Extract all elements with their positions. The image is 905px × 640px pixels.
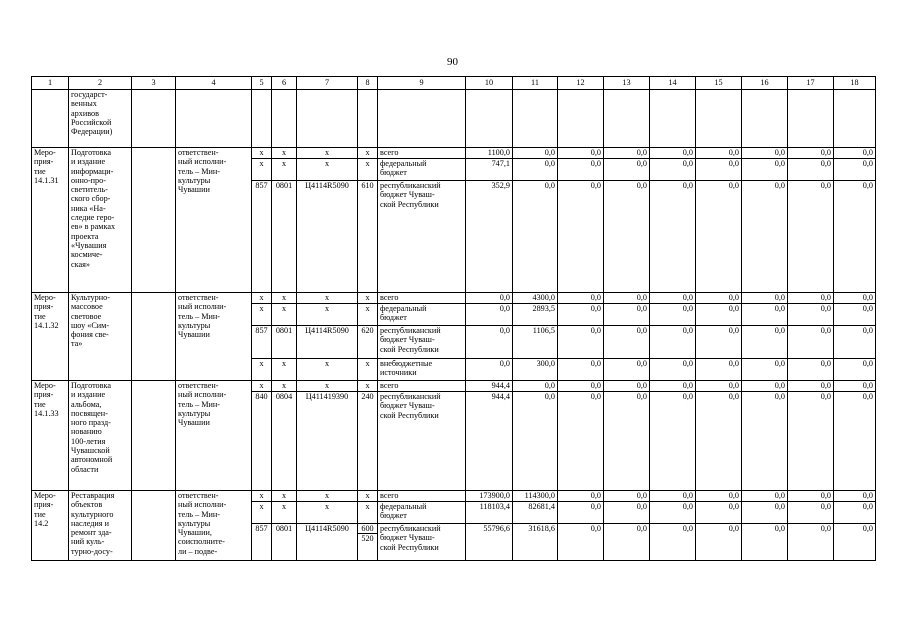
amount-value: 0,0 [513, 392, 558, 491]
amount-value: 0,0 [834, 491, 876, 502]
empty-cell [358, 90, 378, 148]
amount-value: 0,0 [604, 502, 650, 524]
amount-value: 173900,0 [466, 491, 513, 502]
amount-value: 0,0 [788, 326, 834, 359]
amount-value: 0,0 [696, 502, 742, 524]
amount-value: 0,0 [604, 392, 650, 491]
expense-type-code: x [358, 381, 378, 392]
amount-value: 0,0 [788, 392, 834, 491]
amount-value: 0,0 [558, 524, 604, 561]
col-header: 6 [272, 77, 297, 90]
col-header: 3 [132, 77, 176, 90]
responsible-executor: ответствен- ный исполни- тель – Мин- культуры Чувашии [176, 381, 252, 491]
col-header: 12 [558, 77, 604, 90]
amount-value: 0,0 [558, 148, 604, 159]
funding-source: всего [378, 381, 466, 392]
expense-type-code: x [358, 159, 378, 181]
amount-value: 0,0 [466, 326, 513, 359]
expense-type-code: x [358, 148, 378, 159]
empty-cell [132, 381, 176, 491]
empty-cell [513, 90, 558, 148]
amount-value: 0,0 [604, 381, 650, 392]
amount-value: 352,9 [466, 181, 513, 293]
amount-value: 31618,6 [513, 524, 558, 561]
empty-cell [252, 90, 272, 148]
col-header: 5 [252, 77, 272, 90]
amount-value: 0,0 [696, 491, 742, 502]
target-article-code: x [297, 502, 358, 524]
empty-cell [297, 90, 358, 148]
grbs-code: 840 [252, 392, 272, 491]
amount-value: 0,0 [604, 359, 650, 381]
amount-value: 0,0 [742, 502, 788, 524]
col-header: 1 [32, 77, 69, 90]
grbs-code: x [252, 293, 272, 304]
empty-cell [176, 90, 252, 148]
amount-value: 0,0 [650, 159, 696, 181]
section-code: 0801 [272, 181, 297, 293]
amount-value: 0,0 [650, 304, 696, 326]
amount-value: 0,0 [742, 293, 788, 304]
section-code: 0801 [272, 326, 297, 359]
amount-value: 0,0 [513, 159, 558, 181]
expense-type-code: x [358, 359, 378, 381]
amount-value: 0,0 [558, 359, 604, 381]
amount-value: 0,0 [696, 181, 742, 293]
amount-value: 0,0 [604, 293, 650, 304]
amount-value: 0,0 [696, 159, 742, 181]
amount-value: 0,0 [650, 359, 696, 381]
grbs-code: 857 [252, 326, 272, 359]
grbs-code: 857 [252, 181, 272, 293]
section-code: x [272, 148, 297, 159]
empty-cell [788, 90, 834, 148]
amount-value: 0,0 [604, 304, 650, 326]
amount-value: 0,0 [788, 502, 834, 524]
amount-value: 944,4 [466, 392, 513, 491]
grbs-code: x [252, 381, 272, 392]
amount-value: 0,0 [742, 359, 788, 381]
empty-cell [272, 90, 297, 148]
amount-value: 0,0 [834, 326, 876, 359]
col-header: 8 [358, 77, 378, 90]
target-article-code: x [297, 148, 358, 159]
responsible-executor: ответствен- ный исполни- тель – Мин- культуры Чувашии, соисполните- ли – подве- [176, 491, 252, 561]
amount-value: 0,0 [650, 491, 696, 502]
amount-value: 0,0 [696, 326, 742, 359]
amount-value: 0,0 [650, 326, 696, 359]
amount-value: 0,0 [788, 293, 834, 304]
amount-value: 0,0 [650, 524, 696, 561]
amount-value: 0,0 [558, 181, 604, 293]
empty-cell [132, 491, 176, 561]
col-header: 13 [604, 77, 650, 90]
funding-source: республиканский бюджет Чуваш- ской Республики [378, 392, 466, 491]
amount-value: 0,0 [834, 359, 876, 381]
amount-value: 0,0 [558, 304, 604, 326]
expense-type-code: x [358, 293, 378, 304]
event-name: Подготовка и издание альбома, посвящен- ного празд- нованию 100-летия Чувашской автономной области [69, 381, 132, 491]
amount-value: 0,0 [834, 502, 876, 524]
event-name: государст- венных архивов Российской Федерации) [69, 90, 132, 148]
amount-value: 0,0 [513, 181, 558, 293]
target-article-code: x [297, 159, 358, 181]
section-code: 0804 [272, 392, 297, 491]
budget-table [31, 76, 876, 561]
section-code: x [272, 159, 297, 181]
target-article-code: Ц4114R5090 [297, 524, 358, 561]
amount-value: 0,0 [834, 148, 876, 159]
responsible-executor: ответствен- ный исполни- тель – Мин- культуры Чувашии [176, 293, 252, 381]
grbs-code: x [252, 502, 272, 524]
amount-value: 0,0 [742, 304, 788, 326]
section-code: x [272, 304, 297, 326]
amount-value: 1100,0 [466, 148, 513, 159]
amount-value: 0,0 [834, 304, 876, 326]
col-header: 15 [696, 77, 742, 90]
amount-value: 0,0 [696, 304, 742, 326]
amount-value: 0,0 [696, 524, 742, 561]
amount-value: 0,0 [558, 159, 604, 181]
amount-value: 0,0 [834, 293, 876, 304]
target-article-code: Ц4114R5090 [297, 181, 358, 293]
section-code: x [272, 293, 297, 304]
amount-value: 0,0 [742, 148, 788, 159]
target-article-code: Ц4114R5090 [297, 326, 358, 359]
amount-value: 0,0 [696, 359, 742, 381]
amount-value: 0,0 [696, 392, 742, 491]
amount-value: 0,0 [788, 381, 834, 392]
amount-value: 0,0 [558, 381, 604, 392]
amount-value: 82681,4 [513, 502, 558, 524]
grbs-code: x [252, 491, 272, 502]
amount-value: 0,0 [513, 381, 558, 392]
target-article-code: x [297, 381, 358, 392]
amount-value: 0,0 [834, 392, 876, 491]
empty-cell [466, 90, 513, 148]
empty-cell [132, 148, 176, 293]
amount-value: 0,0 [466, 359, 513, 381]
grbs-code: x [252, 304, 272, 326]
funding-source: республиканский бюджет Чуваш- ской Республики [378, 181, 466, 293]
target-article-code: x [297, 304, 358, 326]
funding-source: всего [378, 293, 466, 304]
expense-type-code: 600 520 [358, 524, 378, 561]
amount-value: 0,0 [788, 159, 834, 181]
col-header: 9 [378, 77, 466, 90]
amount-value: 0,0 [513, 148, 558, 159]
col-header: 7 [297, 77, 358, 90]
table-row [32, 381, 876, 392]
expense-type-code: x [358, 491, 378, 502]
target-article-code: x [297, 359, 358, 381]
expense-type-code: 240 [358, 392, 378, 491]
event-name: Реставрация объектов культурного наследия и ремонт зда- ний куль- турно-досу- [69, 491, 132, 561]
amount-value: 0,0 [834, 181, 876, 293]
amount-value: 0,0 [650, 502, 696, 524]
empty-cell [834, 90, 876, 148]
event-code: Меро- прия- тие 14.2 [32, 491, 69, 561]
continuation-row [32, 90, 876, 148]
amount-value: 0,0 [558, 392, 604, 491]
amount-value: 0,0 [742, 326, 788, 359]
amount-value: 55796,6 [466, 524, 513, 561]
amount-value: 0,0 [466, 304, 513, 326]
event-code: Меро- прия- тие 14.1.33 [32, 381, 69, 491]
event-name: Культурно- массовое световое шоу «Сим- фония све- та» [69, 293, 132, 381]
table-row [32, 148, 876, 159]
amount-value: 0,0 [650, 381, 696, 392]
event-code [32, 90, 69, 148]
amount-value: 0,0 [604, 181, 650, 293]
amount-value: 0,0 [558, 293, 604, 304]
col-header: 14 [650, 77, 696, 90]
amount-value: 0,0 [696, 381, 742, 392]
amount-value: 300,0 [513, 359, 558, 381]
target-article-code: x [297, 491, 358, 502]
table-row [32, 293, 876, 304]
column-number-row [32, 77, 876, 90]
amount-value: 0,0 [604, 159, 650, 181]
empty-cell [378, 90, 466, 148]
col-header: 17 [788, 77, 834, 90]
expense-type-code: 610 [358, 181, 378, 293]
funding-source: всего [378, 148, 466, 159]
amount-value: 0,0 [604, 524, 650, 561]
funding-source: республиканский бюджет Чуваш- ской Республики [378, 326, 466, 359]
empty-cell [742, 90, 788, 148]
amount-value: 0,0 [788, 181, 834, 293]
grbs-code: 857 [252, 524, 272, 561]
amount-value: 2893,5 [513, 304, 558, 326]
amount-value: 0,0 [742, 159, 788, 181]
amount-value: 0,0 [834, 381, 876, 392]
amount-value: 0,0 [558, 326, 604, 359]
empty-cell [604, 90, 650, 148]
amount-value: 4300,0 [513, 293, 558, 304]
target-article-code: Ц411419390 [297, 392, 358, 491]
amount-value: 0,0 [788, 148, 834, 159]
amount-value: 0,0 [788, 491, 834, 502]
amount-value: 0,0 [558, 502, 604, 524]
amount-value: 0,0 [650, 181, 696, 293]
expense-type-code: x [358, 304, 378, 326]
amount-value: 0,0 [604, 148, 650, 159]
col-header: 18 [834, 77, 876, 90]
amount-value: 0,0 [696, 293, 742, 304]
amount-value: 944,4 [466, 381, 513, 392]
responsible-executor: ответствен- ный исполни- тель – Мин- культуры Чувашии [176, 148, 252, 293]
page-number: 90 [447, 56, 458, 68]
amount-value: 0,0 [742, 381, 788, 392]
amount-value: 0,0 [788, 524, 834, 561]
col-header: 16 [742, 77, 788, 90]
grbs-code: x [252, 159, 272, 181]
section-code: x [272, 502, 297, 524]
section-code: 0801 [272, 524, 297, 561]
funding-source: федеральный бюджет [378, 502, 466, 524]
funding-source: всего [378, 491, 466, 502]
amount-value: 0,0 [650, 148, 696, 159]
amount-value: 0,0 [650, 392, 696, 491]
amount-value: 0,0 [788, 304, 834, 326]
expense-type-code: x [358, 502, 378, 524]
section-code: x [272, 359, 297, 381]
empty-cell [132, 293, 176, 381]
section-code: x [272, 381, 297, 392]
amount-value: 0,0 [696, 148, 742, 159]
empty-cell [132, 90, 176, 148]
amount-value: 0,0 [558, 491, 604, 502]
amount-value: 118103,4 [466, 502, 513, 524]
amount-value: 0,0 [742, 392, 788, 491]
funding-source: федеральный бюджет [378, 304, 466, 326]
funding-source: федеральный бюджет [378, 159, 466, 181]
amount-value: 0,0 [834, 524, 876, 561]
amount-value: 0,0 [834, 159, 876, 181]
table-row [32, 491, 876, 502]
amount-value: 0,0 [788, 359, 834, 381]
amount-value: 114300,0 [513, 491, 558, 502]
grbs-code: x [252, 359, 272, 381]
grbs-code: x [252, 148, 272, 159]
event-name: Подготовка и издание информаци- онно-про- светитель- ского сбор- ника «На- следие геро- ев» в рамках проекта «Чувашия космиче- ская» [69, 148, 132, 293]
amount-value: 0,0 [742, 181, 788, 293]
amount-value: 1106,5 [513, 326, 558, 359]
event-code: Меро- прия- тие 14.1.32 [32, 293, 69, 381]
col-header: 2 [69, 77, 132, 90]
col-header: 10 [466, 77, 513, 90]
amount-value: 0,0 [604, 326, 650, 359]
funding-source: республиканский бюджет Чуваш- ской Республики [378, 524, 466, 561]
col-header: 11 [513, 77, 558, 90]
empty-cell [558, 90, 604, 148]
col-header: 4 [176, 77, 252, 90]
funding-source: внебюджетные источники [378, 359, 466, 381]
amount-value: 0,0 [742, 491, 788, 502]
empty-cell [650, 90, 696, 148]
section-code: x [272, 491, 297, 502]
expense-type-code: 620 [358, 326, 378, 359]
amount-value: 0,0 [466, 293, 513, 304]
target-article-code: x [297, 293, 358, 304]
amount-value: 0,0 [742, 524, 788, 561]
amount-value: 0,0 [650, 293, 696, 304]
empty-cell [696, 90, 742, 148]
amount-value: 0,0 [604, 491, 650, 502]
amount-value: 747,1 [466, 159, 513, 181]
event-code: Меро- прия- тие 14.1.31 [32, 148, 69, 293]
